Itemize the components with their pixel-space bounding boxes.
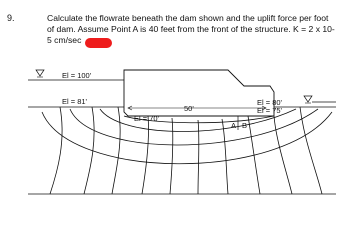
point-b-label: B	[242, 121, 248, 130]
point-a-label: A	[231, 121, 237, 130]
problem-text-line-2: of dam. Assume Point A is 40 feet from the front of the structure. K = 2 x 10-	[47, 24, 335, 34]
dam-outline	[124, 70, 274, 116]
problem-text-line-3: 5 cm/sec	[47, 35, 82, 45]
tailwater-level-icon	[304, 96, 312, 102]
dam-length-label: 50'	[184, 104, 194, 113]
upstream-ground-elevation-label: El = 81'	[62, 97, 87, 106]
flow-net-streamlines	[42, 109, 332, 164]
problem-text-line-1: Calculate the flowrate beneath the dam shown and the uplift force per foot	[47, 13, 329, 23]
dam-base-elevation-label: El = 70'	[134, 114, 159, 123]
problem-number: 9.	[7, 13, 15, 23]
tailwater-bottom-elevation-label: El = 75'	[257, 106, 282, 115]
headwater-level-icon	[36, 70, 44, 76]
tailwater-top-elevation-label: El = 80'	[257, 98, 282, 107]
headwater-elevation-label: El = 100'	[62, 71, 92, 80]
